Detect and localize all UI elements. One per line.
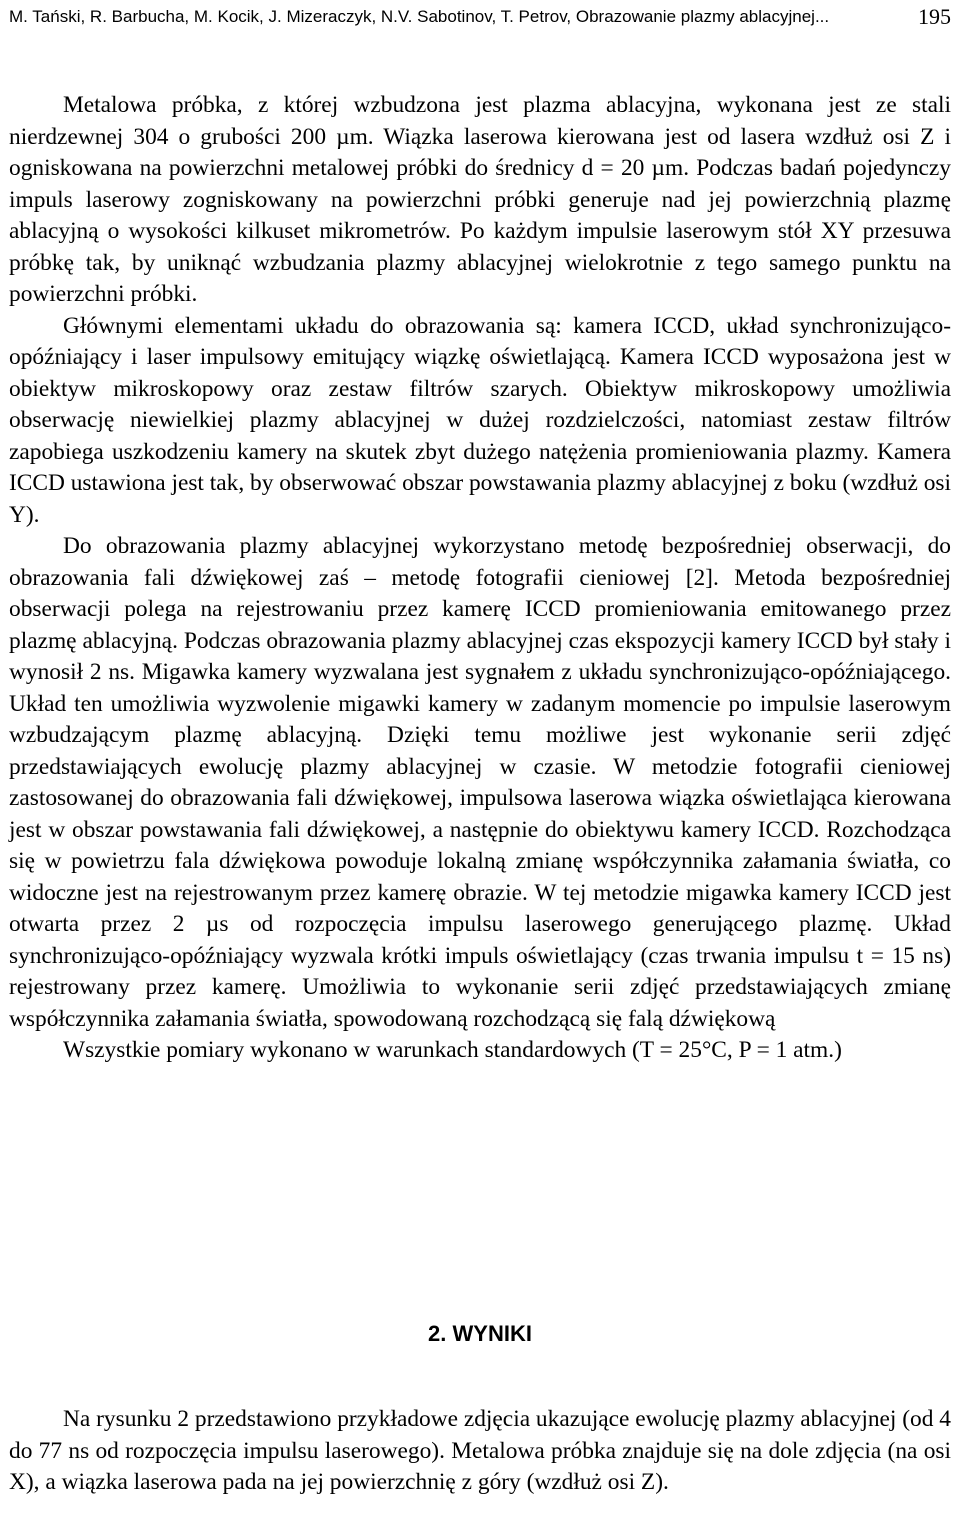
section-heading: 2. WYNIKI	[428, 1321, 532, 1346]
paragraph-conditions: Wszystkie pomiary wykonano w warunkach standardowych (T = 25°C, P = 1 atm.)	[63, 1037, 842, 1063]
page-number: 195	[918, 4, 951, 29]
header-authors-title: M. Tański, R. Barbucha, M. Kocik, J. Mizeraczyk, N.V. Sabotinov, T. Petrov, Obrazowanie plazmy ablacyjnej...	[9, 7, 830, 26]
body-text	[9, 90, 951, 1067]
paragraph-imaging-setup: Głównymi elementami układu do obrazowania są: kamera ICCD, układ synchronizująco-opóźniający i laser impulsowy emitujący wiązkę oświetlającą. Kamera ICCD wyposażona jest w obiektyw mikroskopowy oraz zestaw filtrów szarych. Obiektyw mikroskopowy umożliwia obserwację niewielkiej plazmy ablacyjnej w dużej rozdzielczości, natomiast zestaw filtrów zapobiega uszkodzeniu kamery na skutek zbyt dużego natężenia promieniowania plazmy. Kamera ICCD ustawiona jest tak, by obserwować obszar powstawania plazmy ablacyjnej z boku (wzdłuż osi Y).	[9, 312, 951, 528]
section-body-text	[9, 1404, 951, 1499]
paragraph-results: Na rysunku 2 przedstawiono przykładowe zdjęcia ukazujące ewolucję plazmy ablacyjnej (od 4 do 77 ns od rozpoczęcia impulsu laserowego). Metalowa próbka znajduje się na dole zdjęcia (na osi X), a wiązka laserowa pada na jej powierzchnię z góry (wzdłuż osi Z).	[9, 1406, 951, 1495]
running-header	[9, 2, 951, 32]
paragraph-imaging-methods: Do obrazowania plazmy ablacyjnej wykorzystano metodę bezpośredniej obserwacji, do obrazowania fali dźwiękowej zaś – metodę fotografii cieniowej [2]. Metoda bezpośredniej obserwacji polega na rejestrowaniu przez kamerę ICCD promieniowania emitowanego przez plazmę ablacyjną. Podczas obrazowania plazmy ablacyjnej czas ekspozycji kamery ICCD był stały i wynosił 2 ns. Migawka kamery wyzwalana jest sygnałem z układu synchronizująco-opóźniającego. Układ ten umożliwia wyzwolenie migawki kamery w zadanym momencie po impulsie laserowym wzbudzającym plazmę ablacyjną. Dzięki temu możliwe jest wykonanie serii zdjęć przedstawiających ewolucję plazmy ablacyjnej w czasie. W metodzie fotografii cieniowej zastosowanej do obrazowania fali dźwiękowej, impulsowa laserowa wiązka oświetlająca kierowana jest w obszar powstawania fali dźwiękowej, a następnie do obiektywu kamery ICCD. Rozchodząca się w powietrzu fala dźwiękowa powoduje lokalną zmianę współczynnika załamania światła, co widoczne jest na rejestrowanym przez kamerę obrazie. W tej metodzie migawka kamery ICCD jest otwarta przez 2 µs od rozpoczęcia impulsu laserowego generującego plazmę. Układ synchronizująco-opóźniający wyzwala krótki impuls oświetlający (czas trwania impulsu t = 15 ns) rejestrowany przez kamerę. Umożliwia to wykonanie serii zdjęć przedstawiających zmianę współczynnika załamania światła, spowodowaną rozchodzącą się falą dźwiękową	[9, 533, 951, 1032]
paragraph-sample: Metalowa próbka, z której wzbudzona jest plazma ablacyjna, wykonana jest ze stali nierdzewnej 304 o grubości 200 µm. Wiązka laserowa kierowana jest od lasera wzdłuż osi Z i ogniskowana na powierzchni metalowej próbki do średnicy d = 20 µm. Podczas badań pojedynczy impuls laserowy zogniskowany na powierzchni próbki generuje nad jej powierzchnią plazmę ablacyjną o wysokości kilkuset mikrometrów. Po każdym impulsie laserowym stół XY przesuwa próbkę tak, by uniknąć wzbudzania plazmy ablacyjnej wielokrotnie z tego samego punktu na powierzchni próbki.	[9, 92, 951, 307]
